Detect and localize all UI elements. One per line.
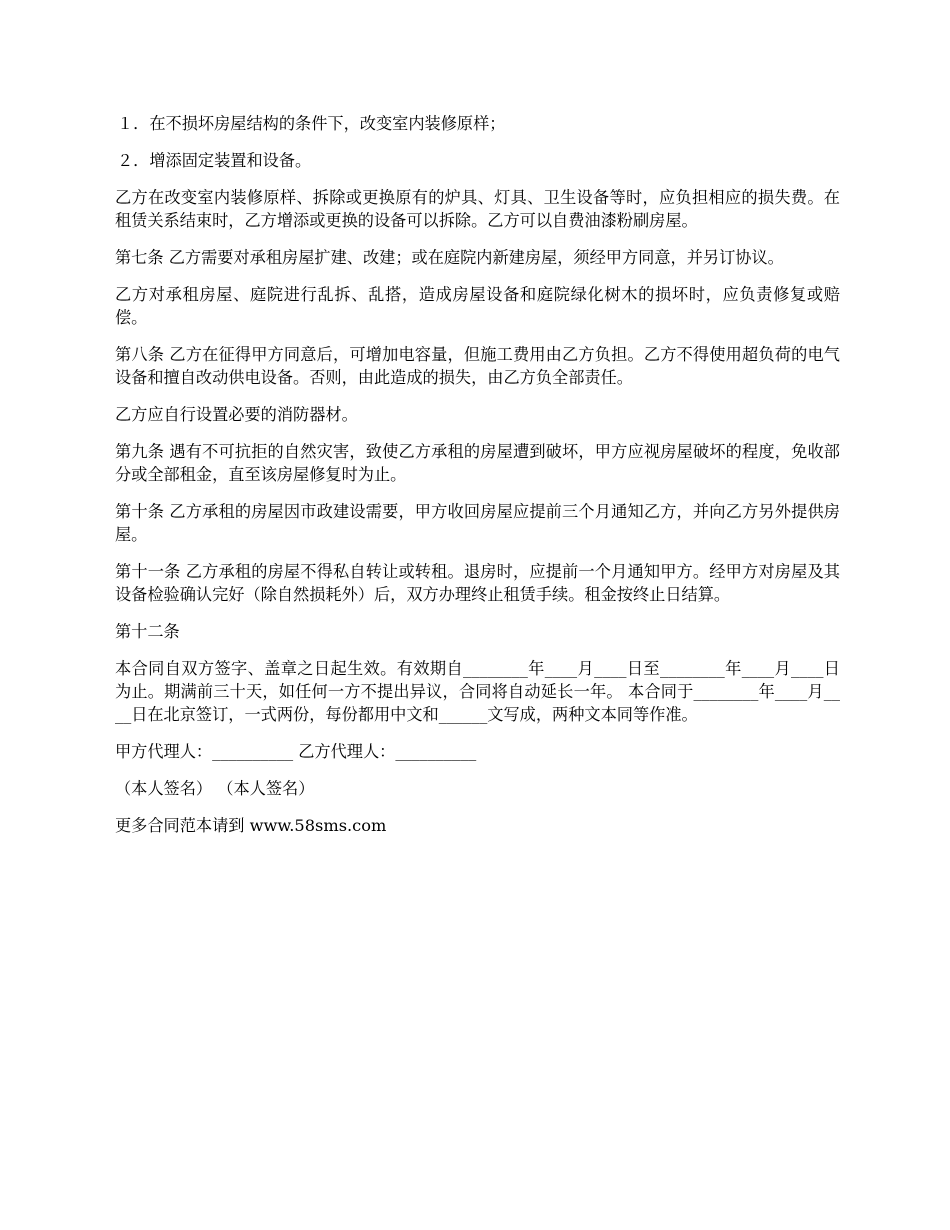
paragraph-effective-date: 本合同自双方签字、盖章之日起生效。有效期自________年____月____日至________年____月____日为止。期满前三十天，如任何一方不提出异议，合同将自动延长一年。 本合同于________年____月____日在北京签订，一式两份，每份都用中文和______文写成，两种文本同等作准。 [115, 659, 840, 724]
paragraph-unauthorized-demolition: 乙方对承租房屋、庭院进行乱拆、乱搭，造成房屋设备和庭院绿化树木的损坏时，应负责修复或赔偿。 [115, 285, 840, 327]
article-8: 第八条 乙方在征得甲方同意后，可增加电容量，但施工费用由乙方负担。乙方不得使用超负荷的电气设备和擅自改动供电设备。否则，由此造成的损失，由乙方负全部责任。 [115, 345, 840, 387]
paragraph-decoration-loss: 乙方在改变室内装修原样、拆除或更换原有的炉具、灯具、卫生设备等时，应负担相应的损失费。在租赁关系结束时，乙方增添或更换的设备可以拆除。乙方可以自费油漆粉刷房屋。 [115, 188, 840, 230]
paragraph-fire-equipment: 乙方应自行设置必要的消防器材。 [115, 405, 358, 424]
agent-signature-line: 甲方代理人：__________ 乙方代理人：__________ [115, 742, 477, 761]
article-9: 第九条 遇有不可抗拒的自然灾害，致使乙方承租的房屋遭到破坏，甲方应视房屋破坏的程度，免收部分或全部租金，直至该房屋修复时为止。 [115, 442, 840, 484]
article-12-heading: 第十二条 [115, 622, 180, 641]
document-body [115, 112, 840, 851]
list-item-2: ２．增添固定装置和设备。 [117, 151, 312, 170]
article-10: 第十条 乙方承租的房屋因市政建设需要，甲方收回房屋应提前三个月通知乙方，并向乙方另外提供房屋。 [115, 502, 840, 544]
footer-more-templates: 更多合同范本请到 www.58sms.com [115, 816, 387, 835]
list-item-1: １．在不损坏房屋结构的条件下，改变室内装修原样； [117, 114, 506, 133]
signature-note: （本人签名） （本人签名） [115, 779, 315, 798]
article-7: 第七条 乙方需要对承租房屋扩建、改建；或在庭院内新建房屋，须经甲方同意，并另订协议。 [115, 248, 784, 267]
article-11: 第十一条 乙方承租的房屋不得私自转让或转租。退房时，应提前一个月通知甲方。经甲方对房屋及其设备检验确认完好（除自然损耗外）后，双方办理终止租赁手续。租金按终止日结算。 [115, 562, 840, 604]
